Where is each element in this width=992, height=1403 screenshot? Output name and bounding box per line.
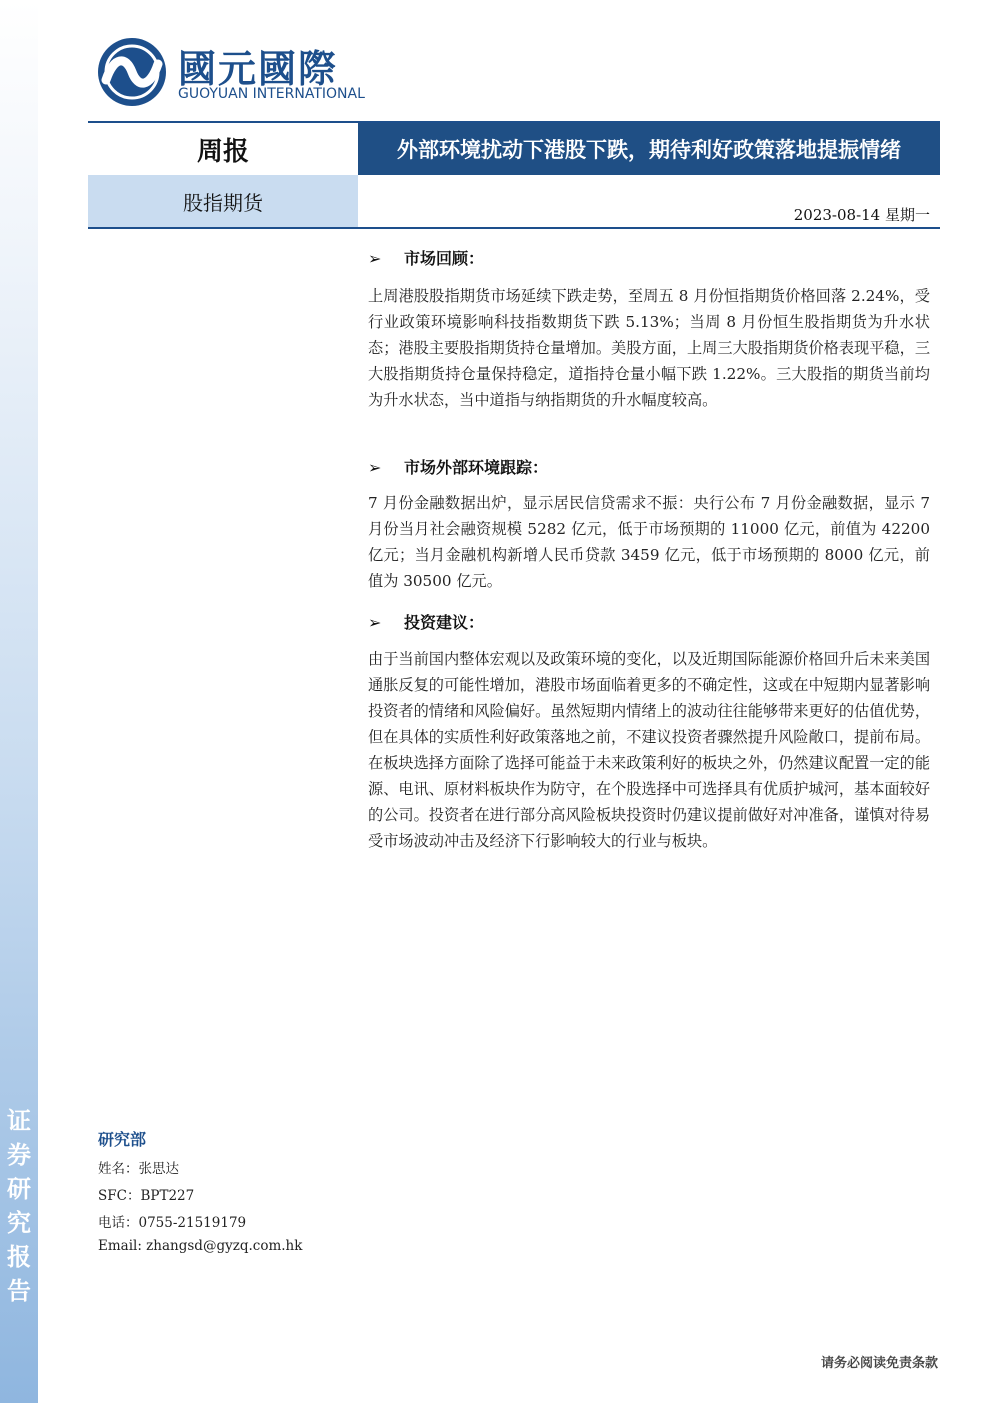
section-heading-investment-advice <box>368 610 484 633</box>
arrow-bullet-icon: ➢ <box>368 613 382 632</box>
report-date: 2023-08-14 星期一 <box>793 206 930 224</box>
author-phone: 电话：0755-21519179 <box>98 1215 247 1231</box>
section-body-investment-advice: 由于当前国内整体宏观以及政策环境的变化，以及近期国际能源价格回升后未来美国通胀反复的可能性增加，港股市场面临着更多的不确定性，这或在中短期内显著影响投资者的情绪和风险偏好。虽然短期内情绪上的波动往往能够带来更好的估值优势，但在具体的实质性利好政策落地之前，不建议投资者骤然提升风险敞口，提前布局。在板块选择方面除了选择可能益于未来政策利好的板块之外，仍然建议配置一定的能源、电讯、原材料板块作为防守，在个股选择中可选择具有优质护城河，基本面较好的公司。投资者在进行部分高风险板块投资时仍建议提前做好对冲准备，谨慎对待易受市场波动冲击及经济下行影响较大的行业与板块。 <box>368 650 930 850</box>
author-name: 姓名：张思达 <box>98 1161 179 1177</box>
section-heading-text: 市场外部环境跟踪： <box>404 458 549 477</box>
logo-emblem-icon <box>96 36 168 108</box>
company-logo <box>96 36 366 108</box>
logo-name-en: GUOYUAN INTERNATIONAL <box>178 86 365 102</box>
section-body-market-review: 上周港股股指期货市场延续下跌走势，至周五 8 月份恒指期货价格回落 2.24%，受行业政策环境影响科技指数期货下跌 5.13%；当周 8 月份恒生股指期货为升水状态；港股主要股指期货持仓量增加。美股方面，上周三大股指期货价格表现平稳，三大股指期货持仓量保持稳定，道指持仓量小幅下跌 1.22%。三大股指的期货当前均为升水状态，当中道指与纳指期货的升水幅度较高。 <box>368 287 930 409</box>
arrow-bullet-icon: ➢ <box>368 249 382 268</box>
author-email[interactable]: Email: zhangsd@gyzq.com.hk <box>98 1238 303 1254</box>
report-category: 股指期货 <box>88 175 358 228</box>
author-sfc: SFC：BPT227 <box>98 1188 195 1204</box>
section-body-external-env: 7 月份金融数据出炉，显示居民信贷需求不振：央行公布 7 月份金融数据，显示 7 月份当月社会融资规模 5282 亿元，低于市场预期的 11000 亿元，前值为 42200 亿元；当月金融机构新增人民币贷款 3459 亿元，低于市场预期的 8000 亿元，前值为 30500 亿元。 <box>368 494 930 590</box>
report-title: 外部环境扰动下港股下跌，期待利好政策落地提振情绪 <box>358 123 940 175</box>
section-heading-external-env <box>368 455 548 478</box>
research-department: 研究部 <box>98 1130 147 1149</box>
disclaimer-link[interactable]: 请务必阅读免责条款 <box>820 1356 938 1371</box>
side-label: 证券研究报告 <box>7 1107 31 1305</box>
arrow-bullet-icon: ➢ <box>368 458 382 477</box>
section-heading-market-review <box>368 246 484 269</box>
report-type: 周报 <box>196 136 249 167</box>
section-heading-text: 市场回顾： <box>404 249 485 268</box>
section-heading-text: 投资建议： <box>404 613 485 632</box>
logo-name-cn: 國元國際 <box>178 47 339 91</box>
header-bottom-rule <box>88 227 940 229</box>
